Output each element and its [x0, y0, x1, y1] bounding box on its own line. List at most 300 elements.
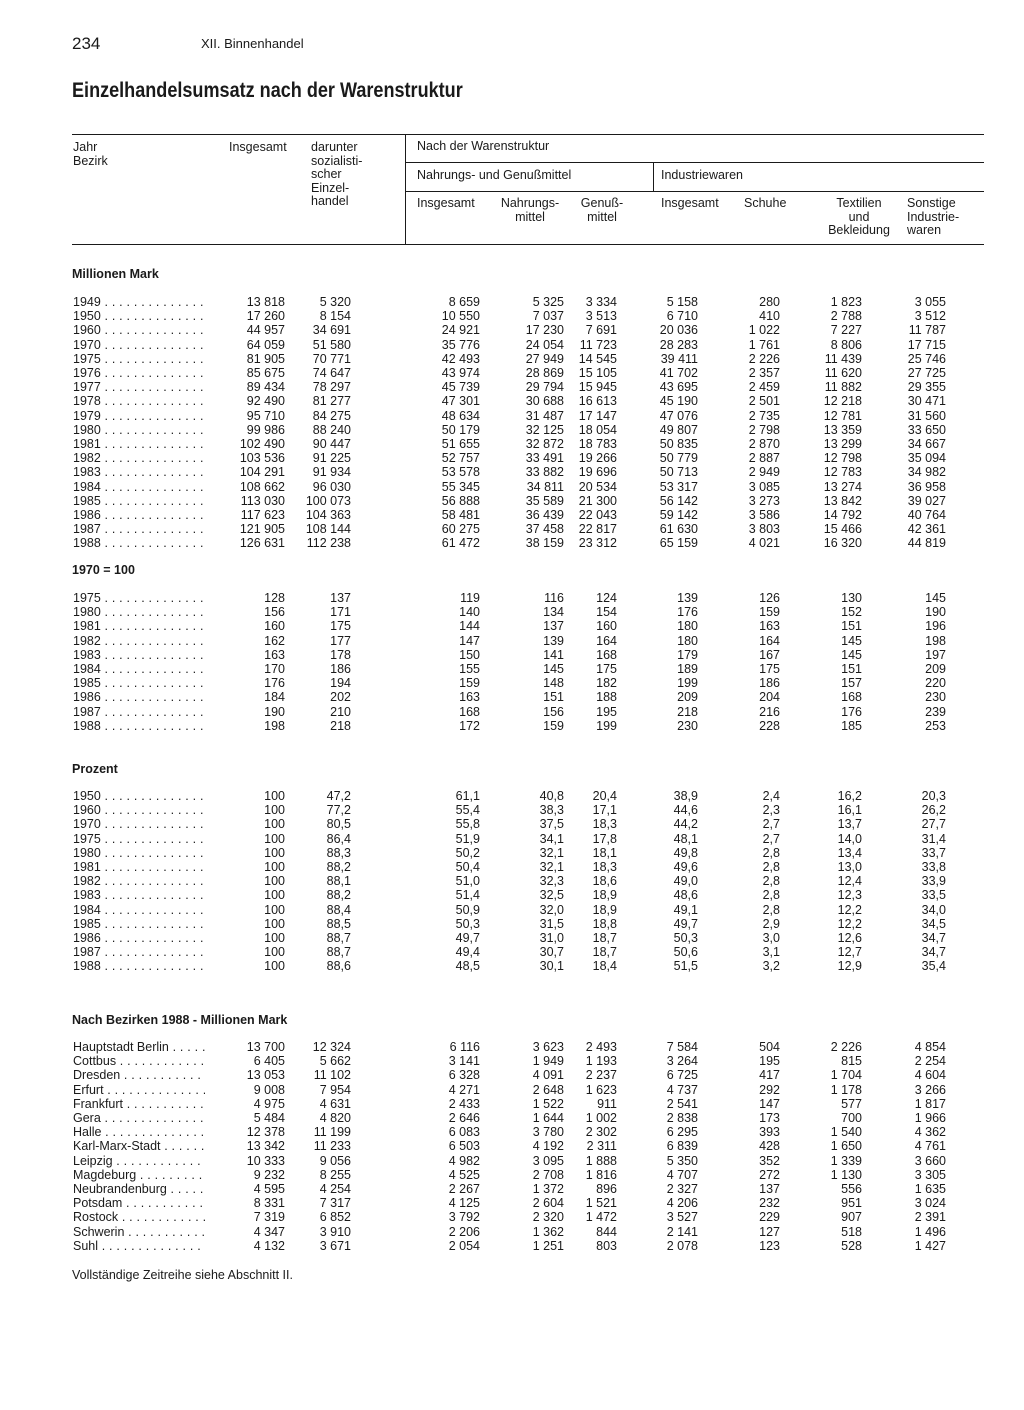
cell-sozialistisch: 7 317	[319, 1196, 351, 1211]
cell-industrie-insgesamt: 59 142	[659, 508, 698, 522]
cell-textilien: 1 339	[830, 1153, 862, 1168]
cell-sozialistisch: 88,2	[326, 860, 351, 874]
table-row	[0, 1210, 1024, 1224]
cell-nahrung-insgesamt: 150	[459, 647, 480, 662]
cell-nahrung-insgesamt: 6 083	[448, 1125, 480, 1140]
cell-genussmittel: 124	[596, 591, 617, 605]
cell-industrie-insgesamt: 180	[677, 619, 698, 634]
cell-nahrungsmittel: 1 251	[532, 1238, 564, 1253]
cell-nahrungsmittel: 32 872	[525, 437, 564, 451]
cell-nahrung-insgesamt: 55 345	[441, 479, 480, 494]
cell-sonstige: 1 966	[914, 1111, 946, 1125]
row-label: 1981 . . .	[73, 860, 205, 874]
cell-insgesamt: 163	[264, 647, 285, 662]
cell-nahrungsmittel: 2 320	[532, 1210, 564, 1225]
cell-nahrung-insgesamt: 61 472	[441, 536, 480, 551]
cell-sozialistisch: 4 254	[319, 1182, 351, 1196]
cell-nahrung-insgesamt: 6 116	[449, 1040, 480, 1054]
cell-nahrung-insgesamt: 172	[459, 718, 480, 733]
cell-textilien: 2 226	[830, 1040, 862, 1054]
row-label: 1981 . . .	[73, 619, 205, 633]
cell-schuhe: 167	[759, 647, 780, 662]
cell-nahrungsmittel: 30,1	[539, 959, 564, 974]
cell-textilien: 577	[841, 1096, 862, 1111]
row-label: 1986 . . .	[73, 690, 205, 704]
cell-sonstige: 1 817	[914, 1096, 946, 1111]
cell-sozialistisch: 8 154	[319, 309, 351, 324]
table-row	[0, 888, 1024, 902]
cell-genussmittel: 16 613	[578, 394, 617, 409]
cell-industrie-insgesamt: 44,2	[673, 817, 698, 832]
cell-textilien: 1 540	[830, 1125, 862, 1140]
cell-schuhe: 352	[759, 1153, 780, 1168]
cell-schuhe: 204	[759, 690, 780, 705]
table-row	[0, 959, 1024, 973]
cell-genussmittel: 18,7	[592, 931, 617, 945]
cell-sozialistisch: 88,7	[326, 931, 351, 945]
cell-sonstige: 33,5	[921, 888, 946, 903]
cell-industrie-insgesamt: 189	[677, 662, 698, 676]
cell-textilien: 13 299	[823, 437, 862, 451]
cell-nahrung-insgesamt: 140	[459, 605, 480, 620]
divider-structure	[405, 135, 406, 244]
cell-nahrung-insgesamt: 3 792	[448, 1210, 480, 1225]
cell-sonstige: 26,2	[921, 803, 946, 818]
cell-industrie-insgesamt: 5 158	[666, 295, 698, 309]
cell-textilien: 16,1	[837, 803, 862, 818]
cell-sozialistisch: 100 073	[305, 493, 351, 508]
cell-textilien: 700	[841, 1111, 862, 1125]
cell-insgesamt: 13 053	[246, 1068, 285, 1083]
row-label: Suhl . . .	[73, 1239, 205, 1253]
cell-nahrung-insgesamt: 43 974	[441, 366, 480, 380]
row-label: 1984 . . .	[73, 662, 205, 676]
cell-genussmittel: 22 817	[578, 522, 617, 537]
cell-nahrungsmittel: 148	[543, 676, 564, 691]
cell-genussmittel: 18,8	[592, 916, 617, 931]
cell-nahrung-insgesamt: 49,7	[455, 931, 480, 945]
cell-sonstige: 39 027	[907, 493, 946, 508]
table-row	[0, 676, 1024, 690]
cell-industrie-insgesamt: 53 317	[659, 479, 698, 494]
cell-nahrung-insgesamt: 51,0	[455, 874, 480, 889]
cell-sonstige: 29 355	[907, 380, 946, 395]
cell-sozialistisch: 8 255	[319, 1167, 351, 1182]
cell-nahrung-insgesamt: 45 739	[441, 380, 480, 395]
cell-insgesamt: 100	[264, 817, 285, 832]
cell-sozialistisch: 11 233	[313, 1139, 351, 1154]
cell-nahrung-insgesamt: 144	[459, 619, 480, 634]
cell-industrie-insgesamt: 6 710	[666, 309, 698, 324]
cell-textilien: 152	[841, 605, 862, 620]
row-label: 1982 . . .	[73, 634, 205, 648]
cell-textilien: 145	[841, 647, 862, 662]
running-head: XII. Binnenhandel	[201, 36, 304, 51]
cell-sonstige: 1 496	[914, 1224, 946, 1239]
cell-textilien: 556	[841, 1182, 862, 1196]
table-row	[0, 591, 1024, 605]
cell-textilien: 176	[841, 704, 862, 719]
cell-textilien: 157	[841, 676, 862, 691]
cell-nahrungsmittel: 156	[543, 704, 564, 719]
table-row	[0, 1068, 1024, 1082]
cell-insgesamt: 117 623	[240, 508, 285, 522]
cell-nahrungsmittel: 159	[543, 718, 564, 733]
row-label: 1985 . . .	[73, 676, 205, 690]
cell-textilien: 12,2	[837, 916, 862, 931]
cell-insgesamt: 13 342	[246, 1139, 285, 1154]
cell-industrie-insgesamt: 47 076	[659, 408, 698, 423]
cell-genussmittel: 20 534	[578, 479, 617, 494]
cell-sozialistisch: 104 363	[305, 508, 351, 522]
table-row	[0, 846, 1024, 860]
cell-schuhe: 2 735	[748, 408, 780, 423]
row-label: 1979 . . .	[73, 409, 205, 423]
cell-industrie-insgesamt: 41 702	[659, 366, 698, 380]
cell-nahrung-insgesamt: 4 982	[448, 1153, 480, 1168]
cell-sonstige: 34,5	[921, 916, 946, 931]
cell-genussmittel: 18,6	[592, 874, 617, 889]
cell-nahrung-insgesamt: 42 493	[441, 351, 480, 366]
cell-nahrung-insgesamt: 58 481	[441, 508, 480, 522]
cell-sonstige: 2 254	[914, 1054, 946, 1069]
cell-nahrungsmittel: 33 882	[525, 465, 564, 480]
cell-textilien: 907	[841, 1210, 862, 1225]
row-label: 1949 . . .	[73, 295, 205, 309]
cell-sozialistisch: 86,4	[326, 831, 351, 846]
cell-schuhe: 2,8	[762, 845, 780, 860]
cell-textilien: 185	[841, 718, 862, 733]
cell-textilien: 12,4	[837, 874, 862, 889]
row-label: Cottbus . . .	[73, 1054, 205, 1068]
cell-sozialistisch: 77,2	[326, 803, 351, 818]
cell-sozialistisch: 3 910	[319, 1224, 351, 1239]
cell-nahrungsmittel: 33 491	[525, 451, 564, 466]
cell-insgesamt: 100	[264, 845, 285, 860]
table-row	[0, 817, 1024, 831]
table-row	[0, 605, 1024, 619]
cell-nahrungsmittel: 28 869	[525, 366, 564, 380]
cell-schuhe: 186	[759, 676, 780, 691]
cell-genussmittel: 154	[596, 605, 617, 620]
row-label: 1950 . . .	[73, 789, 205, 803]
cell-textilien: 13,4	[837, 845, 862, 860]
cell-sozialistisch: 88,6	[326, 959, 351, 974]
cell-nahrungsmittel: 36 439	[525, 508, 564, 522]
cell-insgesamt: 100	[264, 888, 285, 903]
cell-sozialistisch: 137	[330, 591, 351, 605]
cell-nahrung-insgesamt: 50,9	[455, 902, 480, 917]
cell-genussmittel: 1 472	[585, 1210, 617, 1225]
cell-genussmittel: 896	[596, 1182, 617, 1196]
cell-schuhe: 4 021	[748, 536, 780, 551]
cell-schuhe: 2,7	[762, 817, 780, 832]
cell-genussmittel: 2 237	[585, 1068, 617, 1083]
cell-industrie-insgesamt: 49,0	[673, 874, 698, 889]
cell-sozialistisch: 210	[330, 704, 351, 719]
cell-nahrung-insgesamt: 4 271	[448, 1082, 480, 1097]
cell-nahrung-insgesamt: 2 646	[448, 1111, 480, 1125]
cell-insgesamt: 160	[264, 619, 285, 634]
cell-sozialistisch: 5 320	[319, 295, 351, 309]
cell-schuhe: 2,8	[762, 874, 780, 889]
cell-textilien: 12,2	[837, 902, 862, 917]
cell-sonstige: 34 982	[907, 465, 946, 480]
cell-schuhe: 393	[759, 1125, 780, 1140]
table-row	[0, 1139, 1024, 1153]
cell-sozialistisch: 11 199	[313, 1125, 351, 1140]
cell-sozialistisch: 6 852	[319, 1210, 351, 1225]
cell-nahrungsmittel: 34 811	[526, 479, 564, 494]
cell-nahrung-insgesamt: 51 655	[441, 437, 480, 451]
cell-insgesamt: 100	[264, 860, 285, 874]
cell-schuhe: 2 887	[748, 451, 780, 466]
cell-industrie-insgesamt: 50 713	[659, 465, 698, 480]
table-row	[0, 917, 1024, 931]
cell-nahrungsmittel: 32,5	[539, 888, 564, 903]
table-row	[0, 1054, 1024, 1068]
cell-sozialistisch: 88 240	[312, 422, 351, 437]
cell-schuhe: 504	[759, 1040, 780, 1054]
cell-sozialistisch: 84 275	[312, 408, 351, 423]
cell-sozialistisch: 178	[330, 647, 351, 662]
row-label: 1975 . . .	[73, 832, 205, 846]
table-row	[0, 648, 1024, 662]
cell-textilien: 15 466	[823, 522, 862, 537]
cell-sonstige: 239	[925, 704, 946, 719]
cell-sozialistisch: 34 691	[312, 323, 351, 338]
table-row	[0, 1225, 1024, 1239]
row-label: Frankfurt . . .	[73, 1097, 205, 1111]
cell-insgesamt: 95 710	[246, 408, 285, 423]
cell-schuhe: 3 085	[748, 479, 780, 494]
cell-insgesamt: 81 905	[246, 351, 285, 366]
header-insgesamt: Insgesamt	[229, 140, 287, 154]
cell-sozialistisch: 74 647	[312, 366, 351, 380]
cell-genussmittel: 1 002	[585, 1111, 617, 1125]
table-row	[0, 634, 1024, 648]
cell-nahrungsmittel: 29 794	[525, 380, 564, 395]
cell-nahrungsmittel: 151	[543, 690, 564, 705]
cell-sonstige: 34,7	[921, 945, 946, 960]
cell-sozialistisch: 51 580	[312, 337, 351, 352]
cell-genussmittel: 3 513	[585, 309, 617, 324]
cell-textilien: 168	[841, 690, 862, 705]
cell-sonstige: 2 391	[914, 1210, 946, 1225]
cell-sonstige: 145	[925, 591, 946, 605]
cell-nahrung-insgesamt: 8 659	[448, 295, 480, 309]
cell-insgesamt: 4 595	[253, 1182, 285, 1196]
cell-nahrungsmittel: 32 125	[525, 422, 564, 437]
cell-nahrung-insgesamt: 4 125	[448, 1196, 480, 1211]
cell-nahrung-insgesamt: 155	[459, 662, 480, 676]
cell-textilien: 815	[841, 1054, 862, 1069]
cell-genussmittel: 803	[596, 1238, 617, 1253]
cell-textilien: 11 882	[824, 380, 862, 395]
cell-textilien: 12,9	[837, 959, 862, 974]
cell-sonstige: 34,7	[921, 931, 946, 945]
cell-industrie-insgesamt: 39 411	[660, 351, 698, 366]
cell-nahrung-insgesamt: 50,2	[455, 845, 480, 860]
cell-nahrungsmittel: 1 644	[532, 1111, 564, 1125]
cell-sozialistisch: 88,1	[326, 874, 351, 889]
cell-textilien: 1 178	[830, 1082, 862, 1097]
header-nahrung-genuss: Nahrungs- und Genußmittel	[417, 168, 572, 182]
cell-industrie-insgesamt: 49,6	[673, 860, 698, 874]
row-label: 1984 . . .	[73, 903, 205, 917]
cell-industrie-insgesamt: 218	[677, 704, 698, 719]
cell-genussmittel: 18,3	[592, 817, 617, 832]
cell-sozialistisch: 12 324	[312, 1040, 351, 1054]
row-label: 1982 . . .	[73, 874, 205, 888]
row-label: 1986 . . .	[73, 508, 205, 522]
row-label: 1985 . . .	[73, 494, 205, 508]
cell-industrie-insgesamt: 50,6	[673, 945, 698, 960]
cell-genussmittel: 844	[596, 1224, 617, 1239]
cell-sonstige: 11 787	[908, 323, 946, 338]
table-row	[0, 1097, 1024, 1111]
table-row	[0, 366, 1024, 380]
cell-nahrungsmittel: 5 325	[532, 295, 564, 309]
cell-sozialistisch: 3 671	[319, 1238, 351, 1253]
cell-nahrung-insgesamt: 50 179	[441, 422, 480, 437]
row-label: 1983 . . .	[73, 465, 205, 479]
cell-nahrungsmittel: 4 192	[532, 1139, 564, 1154]
cell-sozialistisch: 80,5	[326, 817, 351, 832]
cell-nahrungsmittel: 139	[543, 633, 564, 648]
row-label: 1970 . . .	[73, 338, 205, 352]
cell-sozialistisch: 108 144	[305, 522, 351, 537]
cell-schuhe: 127	[759, 1224, 780, 1239]
cell-industrie-insgesamt: 176	[677, 605, 698, 620]
cell-sozialistisch: 90 447	[312, 437, 351, 451]
cell-sozialistisch: 4 631	[319, 1096, 351, 1111]
cell-insgesamt: 162	[264, 633, 285, 648]
cell-insgesamt: 113 030	[240, 493, 285, 508]
footnote: Vollständige Zeitreihe siehe Abschnitt II.	[72, 1268, 293, 1282]
row-label: Neubrandenburg . . .	[73, 1182, 205, 1196]
cell-sozialistisch: 88,3	[326, 845, 351, 860]
cell-sozialistisch: 7 954	[319, 1082, 351, 1097]
cell-nahrungsmittel: 32,1	[539, 860, 564, 874]
cell-sozialistisch: 96 030	[312, 479, 351, 494]
cell-insgesamt: 4 975	[253, 1096, 285, 1111]
cell-genussmittel: 1 193	[585, 1054, 617, 1069]
cell-nahrungsmittel: 27 949	[525, 351, 564, 366]
row-label: 1983 . . .	[73, 648, 205, 662]
row-label: Hauptstadt Berlin . . .	[73, 1040, 205, 1054]
cell-textilien: 11 439	[824, 351, 862, 366]
section-bezirke: Nach Bezirken 1988 - Millionen Mark	[72, 1013, 288, 1027]
cell-nahrungsmittel: 37,5	[539, 817, 564, 832]
cell-insgesamt: 44 957	[246, 323, 285, 338]
cell-sonstige: 30 471	[907, 394, 946, 409]
cell-genussmittel: 18,4	[592, 959, 617, 974]
table-row	[0, 690, 1024, 704]
cell-schuhe: 228	[759, 718, 780, 733]
table-row	[0, 1040, 1024, 1054]
cell-sonstige: 33 650	[907, 422, 946, 437]
cell-industrie-insgesamt: 3 264	[666, 1054, 698, 1069]
row-label: 1980 . . .	[73, 846, 205, 860]
cell-industrie-insgesamt: 50,3	[673, 931, 698, 945]
table-row	[0, 1182, 1024, 1196]
cell-industrie-insgesamt: 2 541	[666, 1096, 698, 1111]
cell-textilien: 7 227	[830, 323, 862, 338]
cell-nahrungsmittel: 145	[543, 662, 564, 676]
cell-sonstige: 31 560	[907, 408, 946, 423]
table-row	[0, 945, 1024, 959]
cell-schuhe: 2 949	[748, 465, 780, 480]
cell-industrie-insgesamt: 4 707	[666, 1167, 698, 1182]
cell-nahrung-insgesamt: 61,1	[455, 789, 480, 803]
table-row	[0, 352, 1024, 366]
cell-genussmittel: 195	[596, 704, 617, 719]
cell-genussmittel: 22 043	[578, 508, 617, 522]
cell-insgesamt: 17 260	[246, 309, 285, 324]
cell-sonstige: 1 427	[914, 1238, 946, 1253]
cell-insgesamt: 108 662	[239, 479, 285, 494]
cell-industrie-insgesamt: 6 725	[666, 1068, 698, 1083]
cell-sonstige: 3 512	[914, 309, 946, 324]
cell-sonstige: 36 958	[907, 479, 946, 494]
cell-nahrung-insgesamt: 24 921	[441, 323, 480, 338]
cell-industrie-insgesamt: 7 584	[666, 1040, 698, 1054]
cell-schuhe: 159	[759, 605, 780, 620]
cell-insgesamt: 100	[264, 789, 285, 803]
cell-genussmittel: 175	[596, 662, 617, 676]
row-label: 1987 . . .	[73, 945, 205, 959]
cell-textilien: 151	[841, 619, 862, 634]
cell-nahrungsmittel: 1 372	[532, 1182, 564, 1196]
row-label: 1988 . . .	[73, 959, 205, 973]
section-prozent: Prozent	[72, 762, 118, 776]
table-row	[0, 1111, 1024, 1125]
table-row	[0, 662, 1024, 676]
table-row	[0, 480, 1024, 494]
cell-textilien: 12 218	[823, 394, 862, 409]
cell-insgesamt: 7 319	[253, 1210, 285, 1225]
page-title: Einzelhandelsumsatz nach der Warenstruktur	[72, 79, 463, 102]
cell-genussmittel: 168	[596, 647, 617, 662]
cell-sozialistisch: 202	[330, 690, 351, 705]
cell-schuhe: 2 870	[748, 437, 780, 451]
cell-schuhe: 2 459	[748, 380, 780, 395]
cell-schuhe: 3,0	[762, 931, 780, 945]
table-row	[0, 860, 1024, 874]
header-nahrungsmittel: Nahrungs- mittel	[500, 196, 560, 224]
cell-genussmittel: 18,9	[592, 902, 617, 917]
row-label: Karl-Marx-Stadt . . .	[73, 1139, 205, 1153]
cell-insgesamt: 13 700	[246, 1040, 285, 1054]
cell-industrie-insgesamt: 61 630	[659, 522, 698, 537]
cell-insgesamt: 92 490	[246, 394, 285, 409]
cell-insgesamt: 100	[264, 874, 285, 889]
cell-schuhe: 280	[759, 295, 780, 309]
cell-textilien: 12,3	[837, 888, 862, 903]
cell-schuhe: 2 501	[748, 394, 780, 409]
cell-nahrungsmittel: 116	[544, 591, 564, 605]
cell-insgesamt: 100	[264, 916, 285, 931]
cell-schuhe: 3 586	[748, 508, 780, 522]
cell-genussmittel: 199	[596, 718, 617, 733]
cell-sozialistisch: 78 297	[312, 380, 351, 395]
cell-sozialistisch: 177	[330, 633, 351, 648]
table-row	[0, 309, 1024, 323]
cell-insgesamt: 100	[264, 902, 285, 917]
cell-genussmittel: 1 623	[585, 1082, 617, 1097]
cell-schuhe: 2,8	[762, 860, 780, 874]
